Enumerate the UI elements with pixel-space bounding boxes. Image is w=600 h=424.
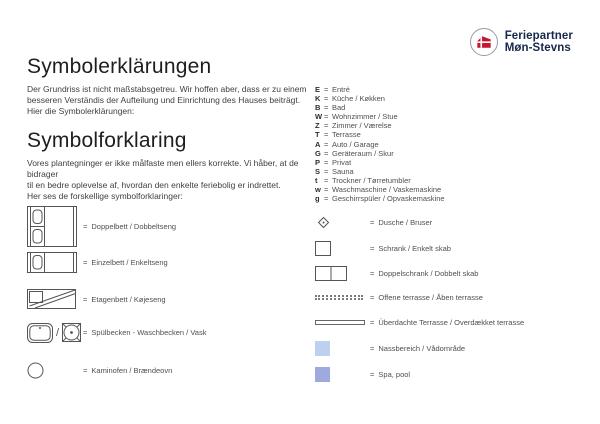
abbreviation-row-bad [315,103,445,112]
equals-sign: = [324,194,329,204]
equals-sign: = [370,292,375,302]
abbreviation-row-entre [315,85,445,94]
equals-sign: = [324,121,329,131]
abbreviation-row-privat [315,158,445,167]
danish-title: Symbolforklaring [27,129,187,152]
equals-sign: = [324,112,329,122]
abbreviation-row-waschmaschine [315,185,445,194]
abbreviation-label: Trockner / Tørretumbler [332,175,411,185]
open-terrace-icon [315,295,370,300]
symbol-label: = Überdachte Terrasse / Overdækket terrasse [370,317,525,327]
symbol-label: = Dusche / Bruser [370,218,433,227]
abbreviation-key: K [315,94,321,104]
german-title: Symbolerklärungen [27,55,212,78]
abbreviation-row-geschirrspueler [315,194,445,203]
feriepartner-house-icon [470,28,498,56]
double-bed-icon [27,206,83,247]
equals-sign: = [324,175,329,185]
abbreviation-key: Z [315,121,320,131]
abbreviation-row-geraeteraum [315,149,445,158]
logo-brand-name: Feriepartner [504,29,573,42]
abbreviation-label: Terrasse [332,130,361,140]
abbreviation-label: Entré [332,85,350,94]
danish-line-2: til en bedre oplevelse af, hvordan den enkelte feriebolig er indrettet. [27,180,281,190]
sink-icon [27,323,53,343]
single-cabinet-icon [315,241,370,256]
symbol-row-open-terrace [315,293,483,301]
equals-sign: = [324,85,329,94]
german-line-3: Hier die Symbolerklärungen: [27,106,135,116]
double-cabinet-icon [315,266,370,281]
equals-sign: = [324,139,329,149]
abbreviation-label: Sauna [332,166,354,176]
equals-sign: = [83,257,88,267]
symbol-label: = Einzelbett / Enkeltseng [83,257,168,267]
slash-separator: / [56,326,60,339]
equals-sign: = [370,317,375,327]
abbreviation-row-zimmer [315,121,445,130]
wet-area-icon [315,341,370,356]
symbol-row-double-bed [27,205,176,247]
abbreviation-row-kueche [315,94,445,103]
abbreviation-key: W [315,112,323,122]
abbreviation-key: B [315,103,321,113]
symbol-row-bunk-bed [27,289,166,309]
equals-sign: = [324,157,329,167]
symbol-label: = Schrank / Enkelt skab [370,244,451,253]
abbreviation-key: G [315,148,321,158]
symbol-label: = Nassbereich / Vådområde [370,344,466,353]
symbol-label: = Offene terrasse / Åben terrasse [370,292,483,302]
symbol-row-wood-stove [27,362,172,379]
symbol-label: = Spülbecken - Waschbecken / Vask [83,328,207,337]
symbol-row-double-cabinet [315,266,478,281]
abbreviation-row-sauna [315,167,445,176]
abbreviation-label: Zimmer / Værelse [332,121,392,131]
equals-sign: = [83,328,88,337]
symbol-row-sink-washbasin [27,322,206,343]
abbreviation-label: Geschirrspüler / Opvaskemaskine [332,194,445,204]
equals-sign: = [324,130,329,140]
symbol-row-single-bed [27,251,168,273]
equals-sign: = [324,103,329,113]
symbol-row-covered-terrace [315,318,524,326]
abbreviation-label: Wohnzimmer / Stue [332,112,398,122]
german-intro-paragraph [27,84,317,117]
equals-sign: = [83,366,88,375]
abbreviation-label: Geräteraum / Skur [332,148,394,158]
danish-line-1: Vores plantegninger er ikke målfaste men ellers korrekte. Vi håber, at de bidrager [27,158,299,179]
symbol-row-wet-area [315,341,465,356]
abbreviation-label: Küche / Køkken [332,94,385,104]
logo-region-name: Møn-Stevns [504,42,571,54]
equals-sign: = [83,221,88,231]
equals-sign: = [370,344,375,353]
equals-sign: = [370,244,375,253]
german-line-1: Der Grundriss ist nicht maßstabsgetreu. Wir hoffen aber, dass er zu einem [27,84,307,94]
bunk-bed-icon [27,289,83,309]
equals-sign: = [370,218,375,227]
abbreviation-key: w [315,185,321,195]
single-bed-icon [27,252,83,273]
logo [470,28,573,56]
abbreviation-key: E [315,85,321,94]
abbreviation-row-trockner [315,176,445,185]
abbreviation-label: Waschmaschine / Vaskemaskine [332,185,442,195]
equals-sign: = [83,294,88,304]
abbreviation-key: S [315,166,321,176]
abbreviation-label: Privat [332,157,352,167]
symbol-label: = Etagenbett / Køjeseng [83,294,166,304]
danish-intro-paragraph [27,158,317,202]
abbreviation-key: T [315,130,320,140]
symbol-label: = Doppelbett / Dobbeltseng [83,221,177,231]
abbreviation-key: A [315,139,321,149]
shower-icon [315,216,370,229]
logo-wordmark [505,30,573,55]
abbreviation-key: t [315,175,318,185]
washbasin-icon [62,323,81,342]
abbreviation-list [315,85,445,203]
abbreviation-row-auto [315,140,445,149]
covered-terrace-icon [315,320,370,325]
equals-sign: = [370,369,375,379]
german-line-2: besseren Verständis der Aufteilung und Einrichtung des Hauses beiträgt. [27,95,301,105]
sink-washbasin-icons [27,323,83,343]
symbol-row-spa-pool [315,366,410,382]
symbol-label: = Spa, pool [370,369,411,379]
abbreviation-label: Bad [332,103,346,113]
spa-pool-icon [315,367,370,382]
abbreviation-key: P [315,157,321,167]
wood-stove-icon [27,362,83,379]
abbreviation-row-terrasse [315,130,445,139]
equals-sign: = [324,148,329,158]
equals-sign: = [324,94,329,104]
equals-sign: = [370,269,375,278]
equals-sign: = [324,166,329,176]
equals-sign: = [324,185,329,195]
symbol-label: = Doppelschrank / Dobbelt skab [370,269,479,278]
danish-line-3: Her ses de forskellige symbolforklaringer: [27,191,183,201]
symbol-row-shower [315,216,432,229]
abbreviation-key: g [315,194,320,204]
abbreviation-label: Auto / Garage [332,139,379,149]
abbreviation-row-wohnzimmer [315,112,445,121]
symbol-row-single-cabinet [315,241,451,256]
symbol-label: = Kaminofen / Brændeovn [83,366,173,375]
